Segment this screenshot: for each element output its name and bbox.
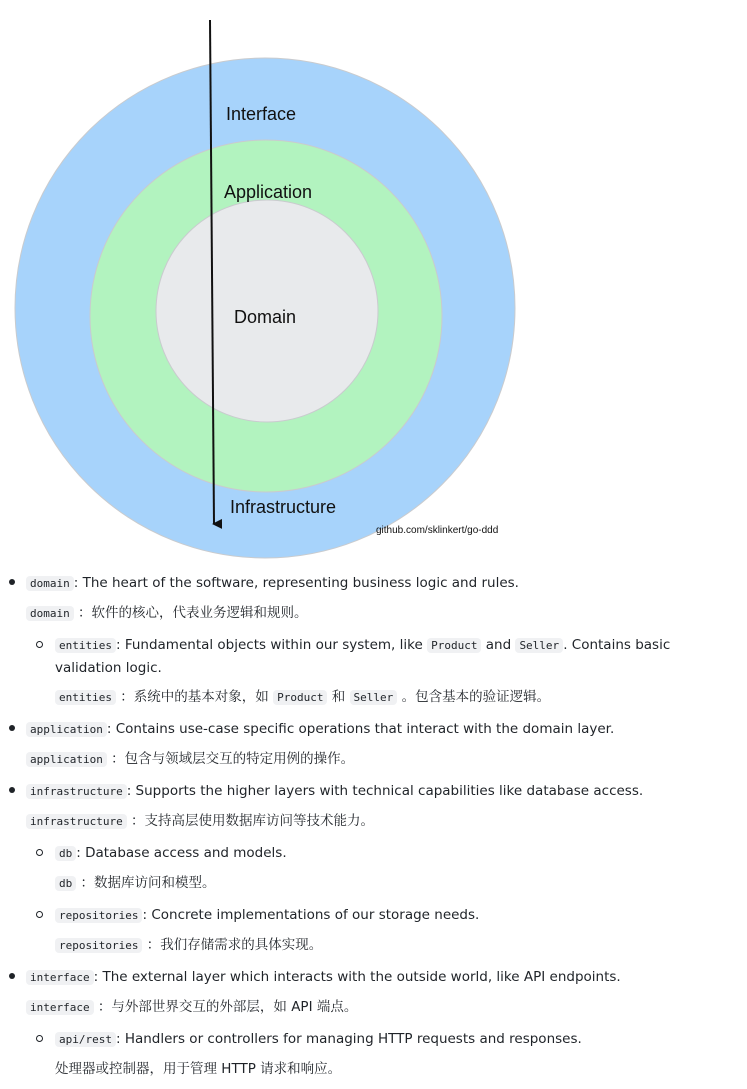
- circle-bullet-icon: [36, 641, 43, 648]
- list-item-infrastructure: infrastructure : Supports the higher layers with technical capabilities like database access. infrastructure ：支持高层使用数据库访问等技术能力。 db : Database access and models. db ：数据库访问和模型。 repositories : Concrete implementations of our storage needs. repositories ：我们存储需求的具体实现。: [0, 780, 747, 957]
- bullet-icon: [9, 973, 15, 979]
- layer-list: [0, 572, 747, 1089]
- domain-label: Domain: [234, 307, 297, 327]
- bullet-icon: [9, 787, 15, 793]
- list-item-db: db : Database access and models. db ：数据库访问和模型。: [26, 842, 747, 895]
- infrastructure-label: Infrastructure: [230, 497, 337, 517]
- bullet-icon: [9, 579, 15, 585]
- interface-label: Interface: [226, 104, 297, 124]
- circle-bullet-icon: [36, 849, 43, 856]
- list-item-domain: domain : The heart of the software, representing business logic and rules. domain ：软件的核心，代表业务逻辑和规则。 entities : Fundamental objects within our system, like Product and Seller . Contains basic validation logic. entities ：系统中的基本对象，如 Product 和 Seller 。包含基本的验证逻辑。: [0, 572, 747, 709]
- credit-text: github.com/sklinkert/go-ddd: [376, 525, 499, 536]
- circle-bullet-icon: [36, 1035, 43, 1042]
- circle-bullet-icon: [36, 911, 43, 918]
- list-item-repositories: repositories : Concrete implementations of our storage needs. repositories ：我们存储需求的具体实现。: [26, 904, 747, 957]
- list-item-entities: entities : Fundamental objects within our system, like Product and Seller . Contains basic validation logic. entities ：系统中的基本对象，如 Product 和 Seller 。包含基本的验证逻辑。: [26, 634, 747, 709]
- list-item-api-rest: api/rest : Handlers or controllers for managing HTTP requests and responses. 处理器或控制器，用于管理 HTTP 请求和响应。: [26, 1028, 747, 1080]
- bullet-icon: [9, 725, 15, 731]
- list-item-interface: interface : The external layer which interacts with the outside world, like API endpoints. interface ：与外部世界交互的外部层，如 API 端点。 api/rest : Handlers or controllers for managing HTTP requests and responses. 处理器或控制器，用于管理 HTTP 请求和响应。: [0, 966, 747, 1080]
- code-domain: domain: [26, 606, 74, 621]
- list-item-application: application : Contains use-case specific operations that interact with the domain layer. application ：包含与领域层交互的特定用例的操作。: [0, 718, 747, 771]
- application-label: Application: [224, 182, 313, 202]
- code-domain: domain: [26, 576, 74, 591]
